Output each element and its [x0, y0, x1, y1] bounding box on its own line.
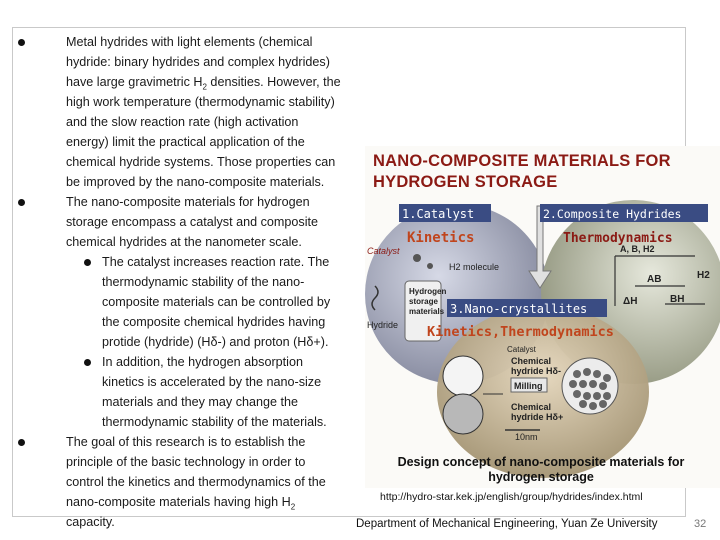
- chem-hydride-plus-1: Chemical: [511, 402, 552, 412]
- page-number: 32: [694, 518, 707, 530]
- milling-text: Milling: [514, 381, 543, 391]
- subscript-2: 2: [290, 502, 296, 512]
- bullet-1-line-8: be improved by the nano-composite materials.: [66, 175, 325, 189]
- bullet-1-line-5: and the slow reaction rate (high activation: [66, 115, 299, 129]
- nano-dot: [573, 390, 581, 398]
- bullet-2b-line-3: materials and they may change the: [102, 395, 299, 409]
- figure-caption: [371, 455, 711, 485]
- bullet-2-line-2: storage encompass a catalyst and composite: [66, 215, 319, 229]
- bullet-2a-line-5: protide (hydride) (Hδ-) and proton (Hδ+).: [102, 335, 329, 349]
- footer-text: Department of Mechanical Engineering, Yuan Ze University: [356, 518, 658, 530]
- bullet-3-line-4-a: nano-composite materials having high H: [66, 495, 291, 509]
- bullet-1-line-3-a: have large gravimetric H: [66, 75, 203, 89]
- nano-dot: [589, 380, 597, 388]
- bullet-2a-line-3: composite materials can be controlled by: [102, 295, 331, 309]
- bullet-2a-line-1: The catalyst increases reaction rate. The: [102, 255, 330, 269]
- ab-text: AB: [647, 274, 662, 285]
- abh2-text: A, B, H2: [620, 244, 655, 254]
- nano-dot: [589, 402, 597, 410]
- design-concept-figure: [365, 146, 720, 488]
- h2-molecule-text: H2 molecule: [449, 262, 500, 272]
- bullet-2-line-1: The nano-composite materials for hydrogen: [66, 195, 310, 209]
- bullet-dot: [18, 439, 25, 446]
- nano-crystallites-label: 3.Nano-crystallites: [450, 302, 588, 316]
- bullet-3-line-2: principle of the basic technology in order to: [66, 455, 306, 469]
- figure-title-line-2: HYDROGEN STORAGE: [373, 173, 558, 191]
- figure-title-line-1: NANO-COMPOSITE MATERIALS FOR: [373, 152, 671, 170]
- hydride-text: Hydride: [367, 320, 399, 330]
- nano-dot: [603, 392, 611, 400]
- nano-dot: [579, 380, 587, 388]
- nano-dot: [593, 392, 601, 400]
- figure-caption-line-1: Design concept of nano-composite materials for: [397, 455, 685, 469]
- bullet-2a-line-2: thermodynamic stability of the nano-: [102, 275, 305, 289]
- bullet-2b-line-2: kinetics is accelerated by the nano-size: [102, 375, 322, 389]
- source-url: http://hydro-star.kek.jp/english/group/hydrides/index.html: [380, 491, 643, 503]
- chem-hydride-minus-2: hydride Hδ-: [511, 366, 561, 376]
- bullet-2a-line-4: the composite chemical hydrides having: [102, 315, 326, 329]
- hydrogen-storage-text-3: materials: [409, 307, 445, 316]
- bullet-2b-line-1: In addition, the hydrogen absorption: [102, 355, 303, 369]
- nano-dot: [579, 400, 587, 408]
- bullet-1-line-3-b: densities. However, the: [206, 75, 341, 89]
- nano-dot: [599, 400, 607, 408]
- subscript-2: 2: [202, 82, 207, 92]
- scale-text: 10nm: [515, 432, 538, 442]
- bullet-dot: [18, 199, 25, 206]
- thermodynamics-label: Thermodynamics: [563, 231, 673, 246]
- composite-hydrides-label: 2.Composite Hydrides: [543, 207, 682, 221]
- nano-dot: [573, 370, 581, 378]
- catalyst-particle-icon: [413, 254, 421, 262]
- catalyst-label: 1.Catalyst: [402, 207, 475, 221]
- bh-text: BH: [670, 294, 685, 305]
- catalyst-particle-icon: [427, 263, 433, 269]
- bullet-dot: [18, 39, 25, 46]
- bullet-3-line-1: The goal of this research is to establish the: [66, 435, 306, 449]
- nano-dot: [583, 392, 591, 400]
- nano-dot: [593, 370, 601, 378]
- hydrogen-storage-text-2: storage: [409, 297, 438, 306]
- hydrogen-storage-text-1: Hydrogen: [409, 287, 447, 296]
- bullet-1-line-7: chemical hydride systems. Those properties can: [66, 155, 336, 169]
- bullet-1-line-6: energy) limit the practical application of the: [66, 135, 305, 149]
- diagram-svg: [365, 146, 720, 488]
- chem-hydride-plus-2: hydride Hδ+: [511, 412, 564, 422]
- kinetics-label: Kinetics: [407, 230, 475, 246]
- bullet-3-line-3: control the kinetics and thermodynamics of the: [66, 475, 326, 489]
- particle-top-icon: [443, 356, 483, 396]
- inner-catalyst-text: Catalyst: [507, 345, 536, 354]
- bullet-2b-line-4: thermodynamic stability of the materials.: [102, 415, 327, 429]
- bullet-3-line-5: capacity.: [66, 515, 115, 529]
- bullet-1-line-2: hydride: binary hydrides and complex hydrides): [66, 55, 330, 69]
- catalyst-text: Catalyst: [367, 246, 400, 256]
- nano-dot: [569, 380, 577, 388]
- chem-hydride-minus-1: Chemical: [511, 356, 552, 366]
- particle-bottom-icon: [443, 394, 483, 434]
- nano-dot: [603, 374, 611, 382]
- bullet-1-line-1: Metal hydrides with light elements (chemical: [66, 35, 313, 49]
- delta-h-text: ΔH: [623, 296, 638, 307]
- sub-bullet-dot: [84, 259, 91, 266]
- kinetics-thermodynamics-label: Kinetics,Thermodynamics: [427, 324, 614, 340]
- nano-dot: [599, 382, 607, 390]
- bullet-2-line-3: chemical hydrides at the nanometer scale.: [66, 235, 302, 249]
- figure-caption-line-2: hydrogen storage: [488, 470, 594, 484]
- nano-dot: [583, 368, 591, 376]
- h2-text: H2: [697, 270, 710, 281]
- sub-bullet-dot: [84, 359, 91, 366]
- bullet-1-line-4: high work temperature (thermodynamic stability): [66, 95, 335, 109]
